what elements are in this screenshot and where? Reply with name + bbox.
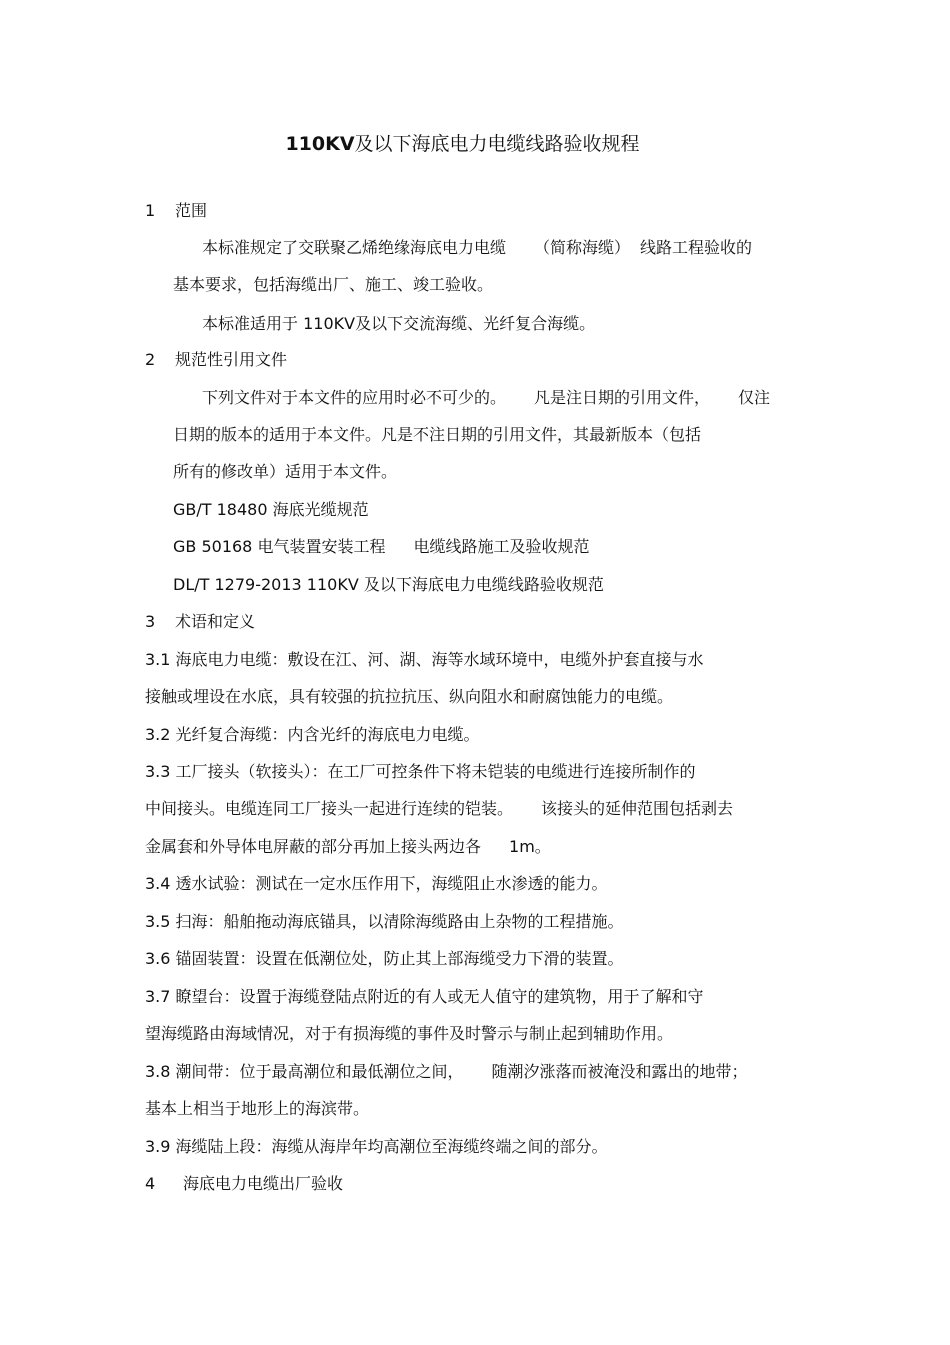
text-run: 本标准规定了交联聚乙烯绝缘海底电力电缆 xyxy=(202,238,507,257)
section-title: 海底电力电缆出厂验收 xyxy=(183,1174,344,1193)
section-title: 范围 xyxy=(175,201,208,220)
paragraph-line: 基本要求，包括海缆出厂、施工、竣工验收。 xyxy=(173,275,494,294)
text-run: 仅注 xyxy=(738,388,771,407)
title-text: 及以下海底电力电缆线路验收规程 xyxy=(354,133,640,155)
term-definition: 接触或埋设在水底，具有较强的抗拉抗压、纵向阻水和耐腐蚀能力的电缆。 xyxy=(145,687,674,706)
text-run: 1m。 xyxy=(509,837,551,856)
term-definition: 3.5 扫海：船舶拖动海底锚具，以清除海缆路由上杂物的工程措施。 xyxy=(145,912,624,931)
section-1-heading xyxy=(145,201,207,221)
text-run: （简称海缆） xyxy=(534,238,631,257)
paragraph-line: 本标准适用于 110KV及以下交流海缆、光纤复合海缆。 xyxy=(202,314,596,333)
term-definition: 3.6 锚固装置：设置在低潮位处，防止其上部海缆受力下滑的装置。 xyxy=(145,949,624,968)
section-title: 规范性引用文件 xyxy=(175,350,288,369)
term-definition: 3.4 透水试验：测试在一定水压作用下，海缆阻止水渗透的能力。 xyxy=(145,874,608,893)
term-definition xyxy=(145,1062,748,1082)
text-run: 该接头的延伸范围包括剥去 xyxy=(541,799,734,818)
term-definition: 3.2 光纤复合海缆：内含光纤的海底电力电缆。 xyxy=(145,725,480,744)
section-number: 4 xyxy=(145,1174,156,1193)
reference-item: DL/T 1279-2013 110KV 及以下海底电力电缆线路验收规范 xyxy=(173,575,604,594)
document-title xyxy=(0,133,925,155)
section-number: 3 xyxy=(145,612,156,631)
paragraph-line: 日期的版本的适用于本文件。凡是不注日期的引用文件，其最新版本（包括 xyxy=(173,425,702,444)
section-number: 2 xyxy=(145,350,156,369)
term-definition: 3.3 工厂接头（软接头）：在工厂可控条件下将未铠装的电缆进行连接所制作的 xyxy=(145,762,696,781)
term-definition: 3.9 海缆陆上段：海缆从海岸年均高潮位至海缆终端之间的部分。 xyxy=(145,1137,608,1156)
text-run: 3.8 潮间带：位于最高潮位和最低潮位之间， xyxy=(145,1062,464,1081)
text-run: 金属套和外导体电屏蔽的部分再加上接头两边各 xyxy=(145,837,482,856)
term-definition: 3.1 海底电力电缆：敷设在江、河、湖、海等水域环境中，电缆外护套直接与水 xyxy=(145,650,704,669)
text-run: 线路工程验收的 xyxy=(640,238,753,257)
section-title: 术语和定义 xyxy=(175,612,256,631)
title-voltage: 110KV xyxy=(285,133,355,155)
text-run: 随潮汐涨落而被淹没和露出的地带； xyxy=(491,1062,748,1081)
paragraph-line xyxy=(202,388,770,408)
reference-item xyxy=(173,537,589,557)
paragraph-line: 所有的修改单）适用于本文件。 xyxy=(173,462,398,481)
section-3-heading xyxy=(145,612,255,632)
term-definition xyxy=(145,799,733,819)
section-4-heading xyxy=(145,1174,343,1194)
reference-item: GB/T 18480 海底光缆规范 xyxy=(173,500,369,519)
term-definition xyxy=(145,837,551,857)
text-run: GB 50168 电气装置安装工程 xyxy=(173,537,386,556)
text-run: 电缆线路施工及验收规范 xyxy=(413,537,590,556)
paragraph-line xyxy=(202,238,752,258)
section-number: 1 xyxy=(145,201,156,220)
term-definition: 望海缆路由海域情况，对于有损海缆的事件及时警示与制止起到辅助作用。 xyxy=(145,1024,674,1043)
term-definition: 基本上相当于地形上的海滨带。 xyxy=(145,1099,370,1118)
text-run: 中间接头。电缆连同工厂接头一起进行连续的铠装。 xyxy=(145,799,514,818)
section-2-heading xyxy=(145,350,287,370)
text-run: 下列文件对于本文件的应用时必不可少的。 xyxy=(202,388,507,407)
text-run: 凡是注日期的引用文件， xyxy=(534,388,711,407)
term-definition: 3.7 瞭望台：设置于海缆登陆点附近的有人或无人值守的建筑物，用于了解和守 xyxy=(145,987,704,1006)
